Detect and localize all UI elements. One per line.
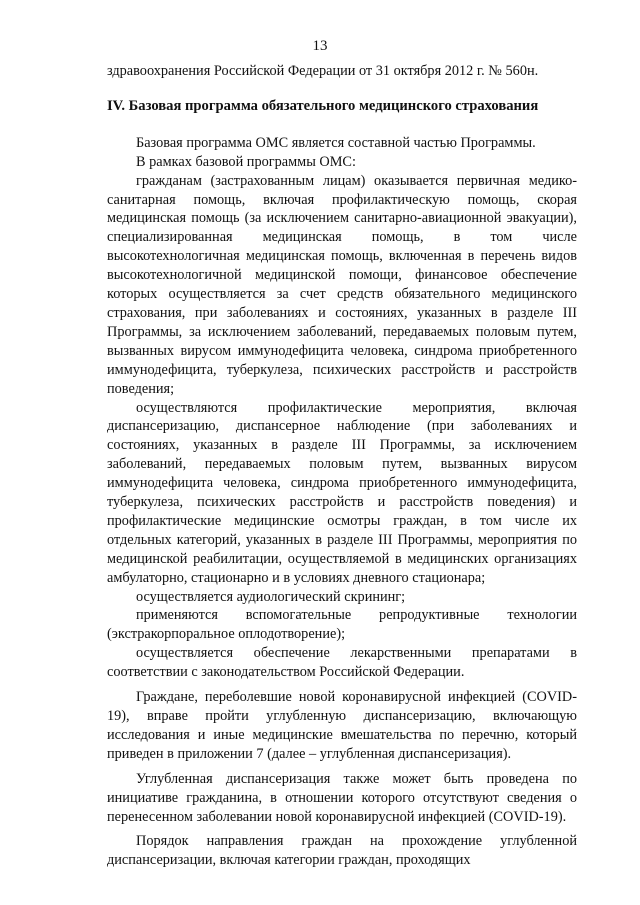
paragraph: осуществляется аудиологический скрининг; (136, 588, 406, 605)
paragraph: осуществляется обеспечение лекарственными препаратами в соответствии с законодательством Российской Федерации. (107, 645, 577, 681)
paragraph: Порядок направления граждан на прохождение углубленной диспансеризации, включая категории граждан, проходящих (107, 833, 577, 869)
paragraph: В рамках базовой программы ОМС: (136, 153, 356, 170)
section-title: IV. Базовая программа обязательного медицинского страхования (107, 97, 539, 114)
paragraph: применяются вспомогательные репродуктивные технологии (экстракорпоральное оплодотворение); (107, 607, 577, 643)
paragraph: гражданам (застрахованным лицам) оказывается первичная медико-санитарная помощь, включая профилактическую помощь, скорая медицинская помощь (за исключением санитарно-авиационной эвакуации), специализированная медицинская помощь, в том числе высокотехнологичная медицинская помощь, включенная в перечень видов высокотехнологичной медицинской помощи, финансовое обеспечение которых осуществляется за счет средств обязательного медицинского страхования, при заболеваниях и состояниях, указанных в разделе III Программы, за исключением заболеваний, передаваемых половым путем, вызванных вирусом иммунодефицита человека, синдрома приобретенного иммунодефицита, туберкулеза, психических расстройств и расстройств поведения; (107, 172, 577, 397)
paragraph: Базовая программа ОМС является составной частью Программы. (136, 134, 536, 151)
continuation-line: здравоохранения Российской Федерации от 31 октября 2012 г. № 560н. (107, 63, 539, 79)
page-number: 13 (312, 38, 328, 54)
document-body (107, 62, 577, 870)
paragraph: Граждане, переболевшие новой коронавирусной инфекцией (COVID-19), вправе пройти углубленную диспансеризацию, включающую исследования и иные медицинские вмешательства по перечню, который приведен в приложении 7 (далее – углубленная диспансеризация). (107, 689, 577, 762)
paragraph: осуществляются профилактические мероприятия, включая диспансеризацию, диспансерное наблюдение (при заболеваниях и состояниях, указанных в разделе III Программы, за исключением заболеваний, передаваемых половым путем, вызванных вирусом иммунодефицита человека, синдрома приобретенного иммунодефицита, туберкулеза, психических расстройств и расстройств поведения) и профилактические медицинские осмотры граждан, в том числе их отдельных категорий, указанных в разделе III Программы, мероприятия по медицинской реабилитации, осуществляемой в медицинских организациях амбулаторно, стационарно и в условиях дневного стационара; (107, 399, 577, 586)
paragraph: Углубленная диспансеризация также может быть проведена по инициативе гражданина, в отношении которого отсутствуют сведения о перенесенном заболевании новой коронавирусной инфекцией (COVID-19). (107, 770, 577, 825)
